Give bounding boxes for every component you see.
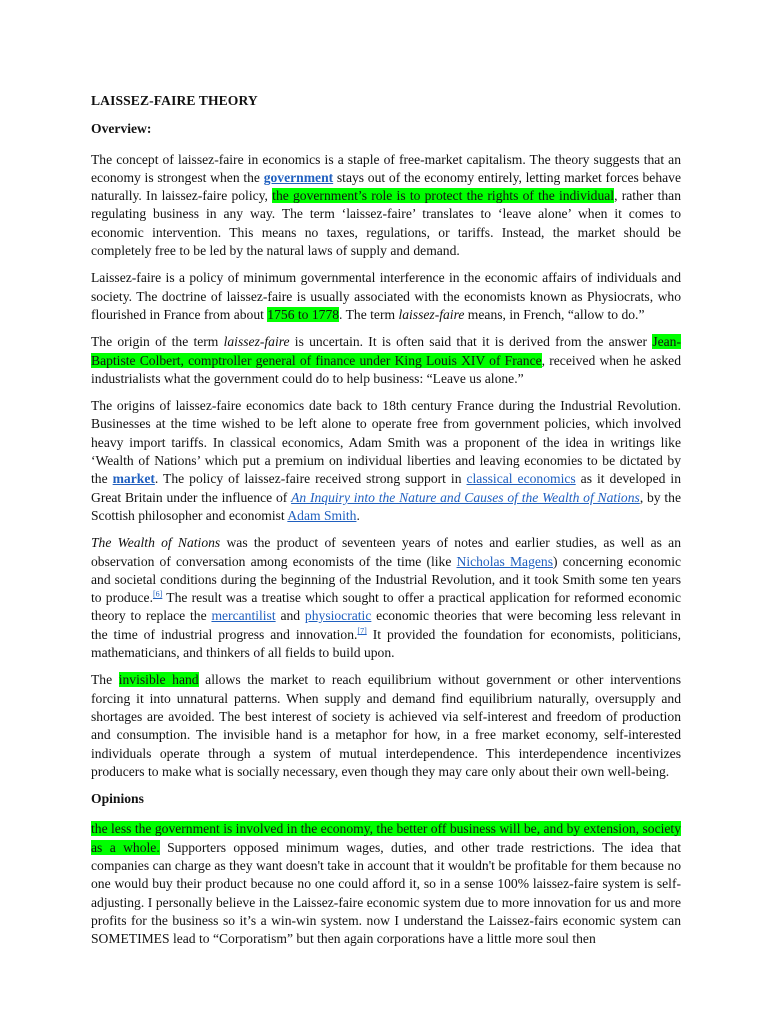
market-link[interactable]: market	[112, 471, 155, 487]
document-body	[91, 92, 681, 957]
italic-term: laissez-faire	[223, 334, 290, 350]
wealth-of-nations-link[interactable]: An Inquiry into the Nature and Causes of the Wealth of Nations	[291, 489, 640, 505]
paragraph-2: Laissez-faire is a policy of minimum governmental interference in the economic affairs of individuals and society. The doctrine of laissez-faire is usually associated with the economists known as Physiocrats, who flourished in France from about 1756 to 1778. The term laissez-faire means, in French, “allow to do.”	[91, 270, 681, 322]
classical-economics-link[interactable]: classical economics	[466, 471, 576, 487]
government-link[interactable]: government	[263, 169, 334, 185]
opinions-heading: Opinions	[91, 791, 144, 807]
mercantilist-link[interactable]: mercantilist	[211, 608, 276, 624]
italic-title: The Wealth of Nations	[91, 535, 221, 551]
physiocratic-link[interactable]: physiocratic	[304, 608, 372, 624]
nicholas-magens-link[interactable]: Nicholas Magens	[456, 553, 553, 569]
highlighted-text: the government’s role is to protect the rights of the individual	[272, 188, 615, 204]
highlighted-text: Jean-Baptiste Colbert, comptroller general of finance under King Louis XIV of France	[91, 334, 681, 368]
highlighted-text: the less the government is involved in the economy, the better off business will be, and by extension, society as a whole.	[91, 821, 681, 855]
adam-smith-link[interactable]: Adam Smith	[287, 507, 357, 523]
footnote-7-link[interactable]: [7]	[357, 626, 367, 636]
overview-heading: Overview:	[91, 121, 152, 137]
paragraph-3: The origin of the term laissez-faire is uncertain. It is often said that it is derived from the answer Jean-Baptiste Colbert, comptroller general of finance under King Louis XIV of France, received when he asked industrialists what the government could do to help business: “Leave us alone.”	[91, 334, 682, 386]
highlighted-text: 1756 to 1778	[267, 306, 340, 322]
italic-term: laissez-faire	[398, 306, 465, 322]
paragraph-6: The invisible hand allows the market to reach equilibrium without government or other interventions forcing it into unnatural patterns. When supply and demand find equilibrium naturally, oversupply and shortages are avoided. The best interest of society is achieved via self-interest and freedom of production and consumption. The invisible hand is a metaphor for how, in a free market economy, self-interested individuals operate through a system of mutual interdependence. This interdependence incentivizes producers to make what is socially necessary, even though they may care only about their own well-being.	[91, 672, 681, 779]
document-title: LAISSEZ-FAIRE THEORY	[91, 93, 258, 108]
footnote-6-link[interactable]: [6]	[152, 589, 163, 599]
paragraph-1: The concept of laissez-faire in economics is a staple of free-market capitalism. The theory suggests that an economy is strongest when the government stays out of the economy entirely, letting market forces behave naturally. In laissez-faire policy, the government’s role is to protect the rights of the individual, rather than regulating business in any way. The term ‘laissez-faire’ translates to ‘leave alone’ when it comes to economic intervention. This means no taxes, regulations, or tariffs. Instead, the market should be completely free to be led by the natural laws of supply and demand.	[91, 151, 682, 259]
paragraph-4: The origins of laissez-faire economics date back to 18th century France during the Industrial Revolution. Businesses at the time wished to be left alone to operate free from government policies, which involved heavy import tariffs. In classical economics, Adam Smith was a proponent of the idea in writings like ‘Wealth of Nations’ which put a premium on individual liberties and leaving economies to be dictated by the market. The policy of laissez-faire received strong support in classical economics as it developed in Great Britain under the influence of An Inquiry into the Nature and Causes of the Wealth of Nations, by the Scottish philosopher and economist Adam Smith.	[91, 398, 681, 523]
highlighted-text: invisible hand	[118, 672, 199, 688]
paragraph-7: the less the government is involved in the economy, the better off business will be, and by extension, society as a whole. Supporters opposed minimum wages, duties, and other trade restrictions. The idea that companies can charge as they want doesn't take in account that it wouldn't be profitable for them because no one would buy their product because no one could afford it, so in a sense 100% laissez-faire system is self-adjusting. I personally believe in the Laissez-faire economic system due to more innovation for us and more profits for the business so it’s a win-win system. now I understand the Laissez-fairs economic system can SOMETIMES lead to “Corporatism” but then again corporations have a little more soul then	[91, 821, 681, 947]
paragraph-5: The Wealth of Nations was the product of seventeen years of notes and earlier studies, as well as an observation of conversation among economists of the time (like Nicholas Magens) concerning economic and societal conditions during the beginning of the Industrial Revolution, and it took Smith some ten years to produce.[6] The result was a treatise which sought to offer a practical application for reformed economic theory to replace the mercantilist and physiocratic economic theories that were becoming less relevant in the time of industrial progress and innovation.[7] It provided the foundation for economists, politicians, mathematicians, and thinkers of all fields to build upon.	[91, 535, 682, 661]
